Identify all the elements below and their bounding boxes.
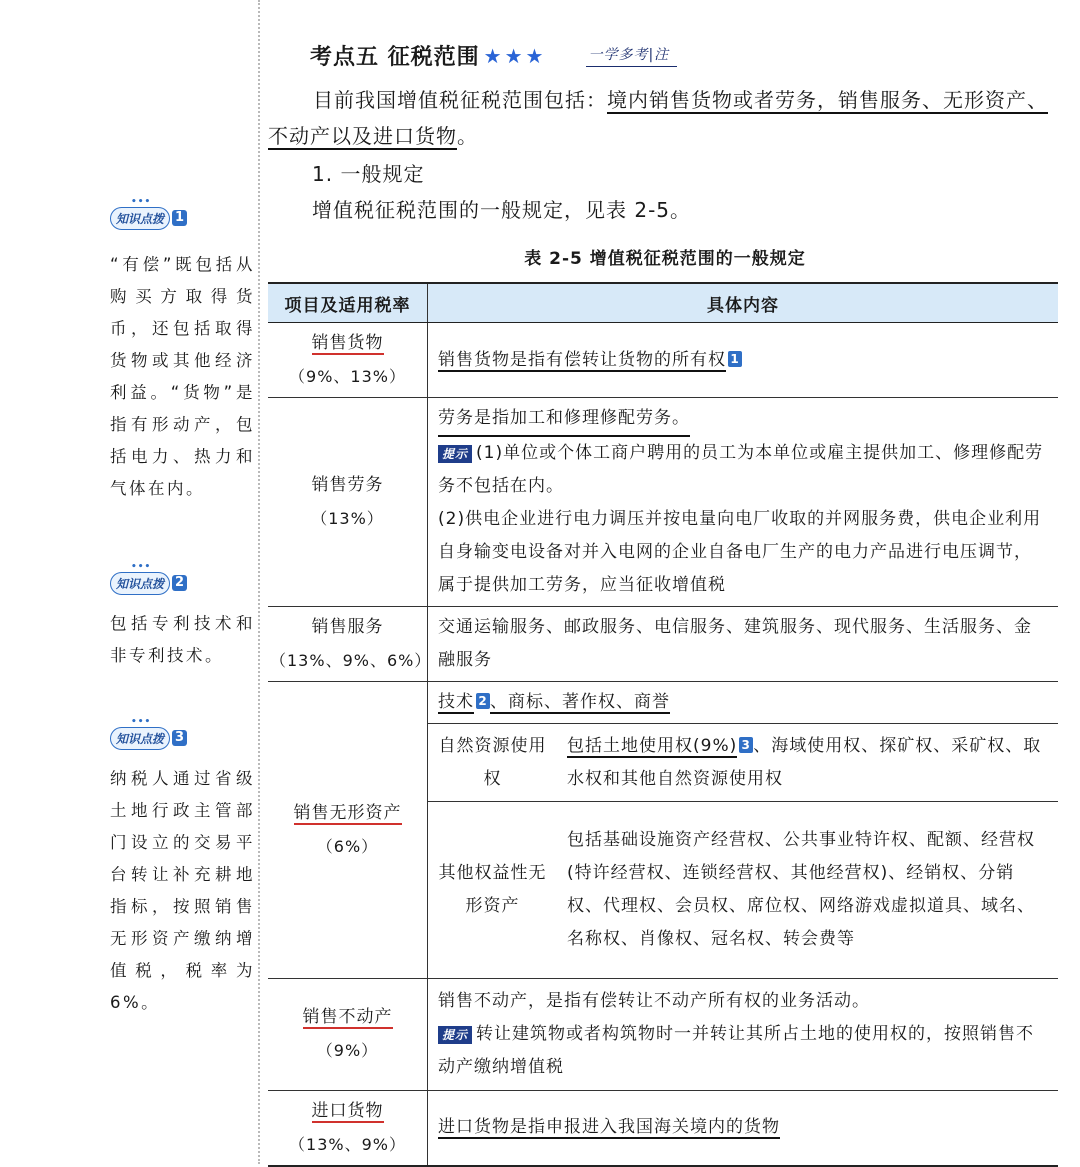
knowledge-note-1 bbox=[110, 205, 255, 505]
table-row-realestate bbox=[268, 978, 1058, 1090]
intro-paragraph bbox=[268, 82, 1058, 154]
content-cell bbox=[428, 323, 1059, 398]
category-name: 销售货物 bbox=[311, 333, 384, 353]
footnote-marker: 3 bbox=[739, 737, 753, 753]
category-rate: （9%、13%） bbox=[289, 367, 406, 386]
note-label: ••• 知识点拨 bbox=[110, 727, 170, 750]
note-badge bbox=[110, 205, 255, 231]
sub-row-tech bbox=[428, 682, 1058, 724]
sub-row-natural bbox=[428, 724, 1058, 802]
subheading: 1. 一般规定 bbox=[312, 162, 425, 186]
tech-cell bbox=[428, 682, 1058, 724]
services-content: 交通运输服务、邮政服务、电信服务、建筑服务、现代服务、生活服务、金融服务 bbox=[428, 607, 1059, 682]
sub-row-other bbox=[428, 802, 1058, 978]
note-label: ••• 知识点拨 bbox=[110, 572, 170, 595]
knowledge-note-2 bbox=[110, 570, 255, 672]
star-rating-icon: ★★★ bbox=[483, 43, 547, 68]
handwritten-annotation: 一学多考|注 bbox=[586, 44, 677, 67]
note-text: 纳税人通过省级土地行政主管部门设立的交易平台转让补充耕地指标，按照销售无形资产缴纳增值税，税率为6%。 bbox=[110, 769, 255, 1012]
note-number: 2 bbox=[172, 575, 187, 591]
category-name: 销售劳务 bbox=[311, 475, 384, 495]
natural-text-a: 包括土地使用权(9%) bbox=[567, 735, 738, 756]
tip-badge: 提示 bbox=[438, 1026, 472, 1044]
content-cell bbox=[428, 1090, 1059, 1166]
content-cell bbox=[428, 978, 1059, 1090]
category-cell bbox=[268, 682, 428, 979]
table-row-labor bbox=[268, 398, 1058, 607]
natural-text-b: 、海域使用权、探矿权、采矿权、取水权和其他自然资源使用权 bbox=[567, 735, 1042, 789]
note-badge bbox=[110, 570, 255, 596]
tax-scope-table bbox=[268, 282, 1058, 1167]
category-cell bbox=[268, 607, 432, 682]
labor-tip-2: (2)供电企业进行电力调压并按电量向电厂收取的并网服务费，供电企业利用自身输变电设备对并入电网的企业自备电厂生产的电力产品进行电压调节，属于提供加工劳务，应当征收增值税 bbox=[438, 509, 1042, 595]
category-cell bbox=[268, 398, 428, 607]
labor-definition: 劳务是指加工和修理修配劳务。 bbox=[438, 402, 690, 437]
category-rate: （9%） bbox=[316, 1041, 379, 1060]
tip-badge: 提示 bbox=[438, 445, 472, 463]
other-rights-label: 其他权益性无形资产 bbox=[438, 862, 547, 916]
category-rate: （6%） bbox=[316, 836, 379, 856]
note-label: ••• 知识点拨 bbox=[110, 207, 170, 230]
intro-tail: 。 bbox=[457, 124, 478, 148]
table-caption: 表 2-5 增值税征税范围的一般规定 bbox=[524, 249, 806, 269]
intro-lead: 目前我国增值税征税范围包括： bbox=[313, 88, 607, 112]
note-badge bbox=[110, 725, 255, 751]
tech-label: 技术 bbox=[438, 692, 474, 712]
note-number: 1 bbox=[172, 210, 187, 226]
section-title: 考点五 征税范围 bbox=[310, 45, 480, 70]
category-cell bbox=[268, 978, 428, 1090]
realestate-tip: 转让建筑物或者构筑物时一并转让其所占土地的使用权的，按照销售不动产缴纳增值税 bbox=[438, 1023, 1035, 1077]
category-rate: （13%、9%） bbox=[289, 1134, 406, 1154]
table-row-imports bbox=[268, 1090, 1058, 1166]
content-cell bbox=[428, 682, 1059, 979]
intro-highlight: 境内销售货物或者劳务，销售服务、无形资产、不动产以及进口货物 bbox=[268, 88, 1048, 148]
category-cell bbox=[268, 323, 428, 398]
footnote-marker: 2 bbox=[476, 693, 490, 709]
table-header-row bbox=[268, 283, 1058, 323]
col-header-content: 具体内容 bbox=[428, 283, 1059, 323]
intangible-subtable bbox=[428, 682, 1058, 978]
category-rate: （13%） bbox=[311, 509, 384, 528]
margin-divider bbox=[258, 0, 260, 1164]
category-name: 销售不动产 bbox=[302, 1007, 393, 1027]
note-number: 3 bbox=[172, 730, 187, 746]
natural-resource-label: 自然资源使用权 bbox=[428, 724, 557, 802]
table-row-services bbox=[268, 607, 1058, 682]
table-reference: 增值税征税范围的一般规定，见表 2-5。 bbox=[312, 198, 692, 222]
category-name: 销售无形资产 bbox=[293, 802, 402, 823]
table-row-goods bbox=[268, 323, 1058, 398]
footnote-marker: 1 bbox=[728, 351, 742, 367]
col-header-item: 项目及适用税率 bbox=[268, 283, 428, 323]
imports-definition: 进口货物是指申报进入我国海关境内的货物 bbox=[438, 1117, 780, 1138]
goods-definition: 销售货物是指有偿转让货物的所有权 bbox=[438, 349, 726, 370]
tech-rest: 、商标、著作权、商誉 bbox=[490, 692, 670, 712]
labor-tip-1: (1)单位或个体工商户聘用的员工为本单位或雇主提供加工、修理修配劳务不包括在内。 bbox=[438, 443, 1044, 496]
category-rate: （13%、9%、6%） bbox=[270, 651, 432, 670]
note-text: 包括专利技术和非专利技术。 bbox=[110, 614, 255, 665]
knowledge-note-3 bbox=[110, 725, 255, 1019]
content-cell bbox=[428, 398, 1059, 607]
natural-resource-content bbox=[557, 724, 1058, 802]
other-rights-content: 包括基础设施资产经营权、公共事业特许权、配额、经营权(特许经营权、连锁经营权、其他经营权)、经销权、分销权、代理权、会员权、席位权、网络游戏虚拟道具、域名、名称权、肖像权、冠名权、转会费等 bbox=[567, 829, 1035, 949]
realestate-definition: 销售不动产，是指有偿转让不动产所有权的业务活动。 bbox=[438, 990, 870, 1011]
category-name: 进口货物 bbox=[311, 1100, 384, 1121]
note-text: “有偿”既包括从购买方取得货币，还包括取得货物或其他经济利益。“货物”是指有形动产，包括电力、热力和气体在内。 bbox=[110, 255, 255, 498]
category-name: 销售服务 bbox=[311, 617, 384, 637]
table-row-intangible bbox=[268, 682, 1058, 979]
section-heading bbox=[310, 40, 677, 71]
category-cell bbox=[268, 1090, 428, 1166]
